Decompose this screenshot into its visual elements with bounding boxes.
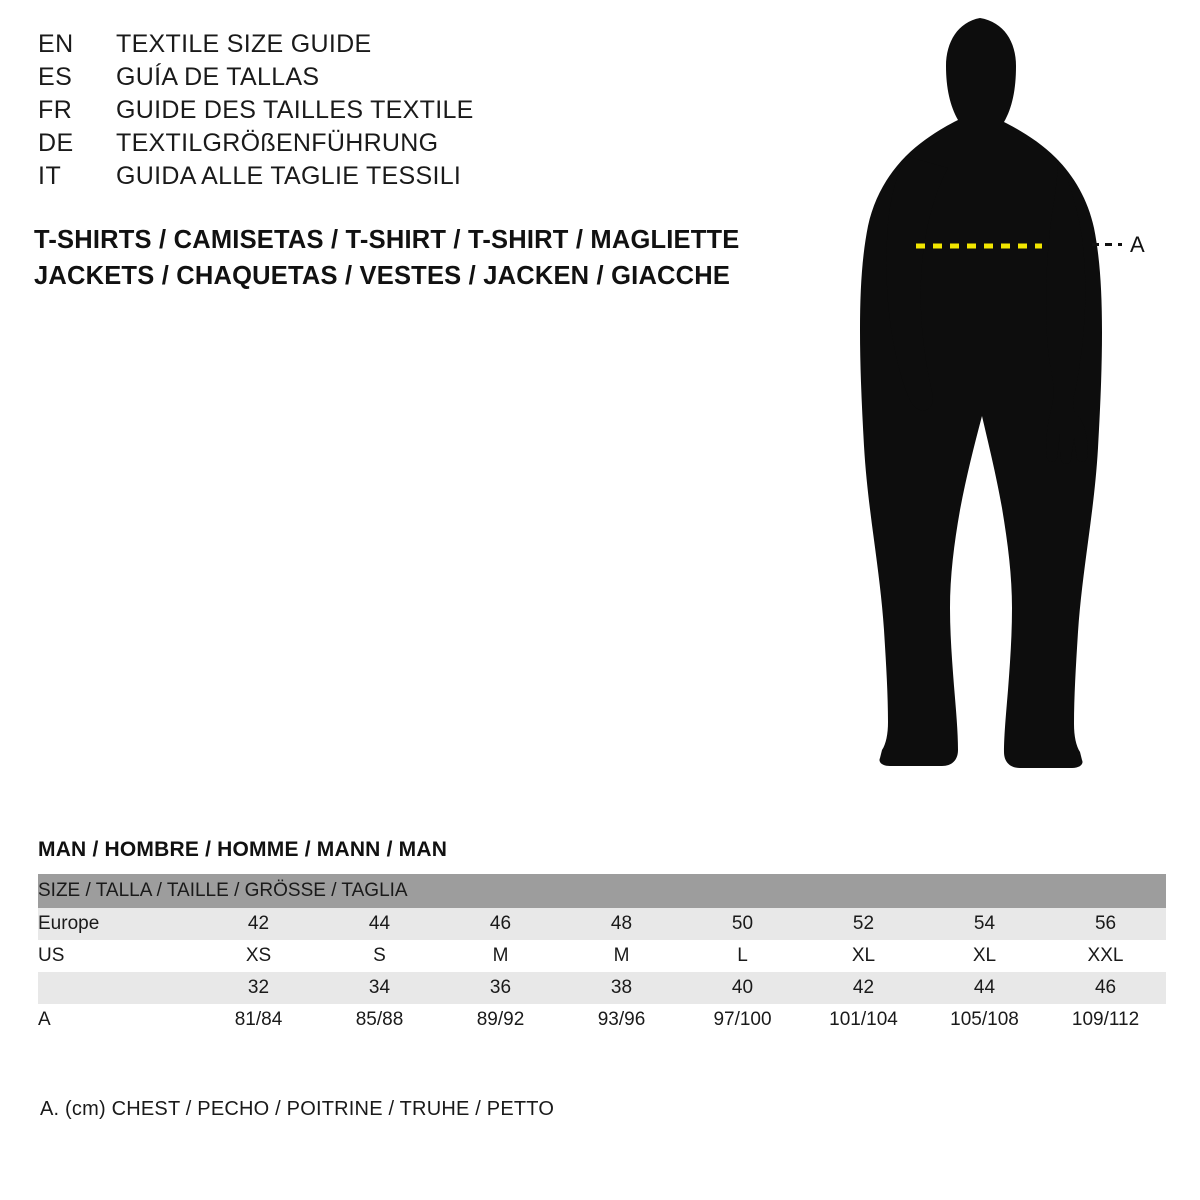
table-cell: 97/100 [682,1004,803,1036]
language-title: GUIDE DES TAILLES TEXTILE [116,96,474,124]
language-code: IT [38,162,62,190]
table-cell: M [561,940,682,972]
table-row [38,1004,1166,1036]
table-cell: L [682,940,803,972]
size-table-section [38,838,1166,1036]
table-cell: 44 [319,908,440,940]
language-code: ES [38,63,73,91]
category-tshirts: T-SHIRTS / CAMISETAS / T-SHIRT / T-SHIRT / MAGLIETTE [34,226,740,254]
measure-leader-dash [1092,243,1122,246]
table-cell: S [319,940,440,972]
language-row [38,162,738,195]
language-row [38,96,738,129]
row-label [38,972,198,1004]
table-cell: 42 [803,972,924,1004]
language-title: GUIDA ALLE TAGLIE TESSILI [116,162,462,190]
table-cell: 34 [319,972,440,1004]
table-cell: 32 [198,972,319,1004]
table-cell: 85/88 [319,1004,440,1036]
table-header-label: SIZE / TALLA / TAILLE / GRÖSSE / TAGLIA [38,874,1166,908]
table-cell: 48 [561,908,682,940]
table-cell: 42 [198,908,319,940]
category-jackets: JACKETS / CHAQUETAS / VESTES / JACKEN / GIACCHE [34,262,731,290]
table-cell: 50 [682,908,803,940]
silhouette-icon [830,10,1190,800]
language-code: DE [38,129,74,157]
footnote-chest-measure: A. (cm) CHEST / PECHO / POITRINE / TRUHE / PETTO [40,1098,555,1120]
table-cell: 54 [924,908,1045,940]
row-label: A [38,1004,198,1036]
table-cell: XL [924,940,1045,972]
language-code: FR [38,96,73,124]
table-cell: 40 [682,972,803,1004]
table-cell: XXL [1045,940,1166,972]
table-cell: 81/84 [198,1004,319,1036]
table-row [38,908,1166,940]
table-cell: 46 [440,908,561,940]
table-cell: XL [803,940,924,972]
language-code: EN [38,30,74,58]
table-cell: XS [198,940,319,972]
table-header-row [38,874,1166,908]
measure-label-a: A [1130,232,1146,257]
table-cell: 89/92 [440,1004,561,1036]
language-row [38,129,738,162]
row-label: US [38,940,198,972]
table-cell: 105/108 [924,1004,1045,1036]
table-cell: 44 [924,972,1045,1004]
table-cell: 109/112 [1045,1004,1166,1036]
table-row [38,972,1166,1004]
table-cell: 52 [803,908,924,940]
table-cell: M [440,940,561,972]
table-cell: 93/96 [561,1004,682,1036]
garment-category-block [34,222,794,294]
language-header-block [38,30,738,195]
language-row [38,30,738,63]
table-cell: 101/104 [803,1004,924,1036]
table-cell: 38 [561,972,682,1004]
body-silhouette-figure [830,10,1190,800]
table-row [38,940,1166,972]
table-cell: 36 [440,972,561,1004]
table-title-man: MAN / HOMBRE / HOMME / MANN / MAN [38,838,448,861]
language-title: TEXTILGRÖßENFÜHRUNG [116,129,439,157]
table-cell: 46 [1045,972,1166,1004]
row-label: Europe [38,908,198,940]
language-title: TEXTILE SIZE GUIDE [116,30,372,58]
size-table [38,874,1166,1036]
language-title: GUÍA DE TALLAS [116,63,320,91]
table-cell: 56 [1045,908,1166,940]
language-row [38,63,738,96]
